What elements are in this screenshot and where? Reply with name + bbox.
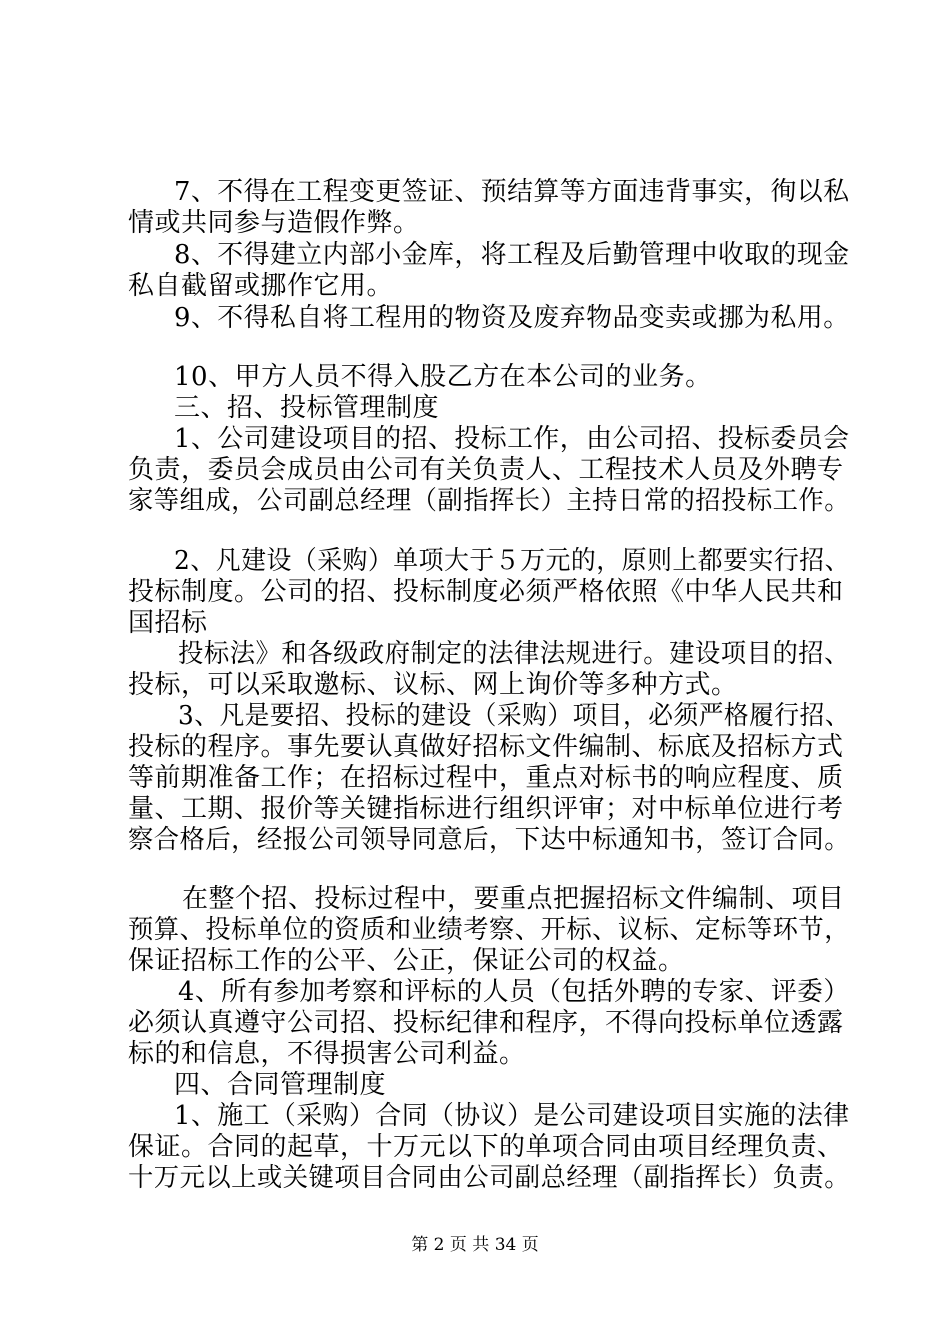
section-heading: 四、合同管理制度 [174,1070,387,1100]
text-line: 标的和信息，不得损害公司利益。 [128,1039,526,1069]
text-line: 保证招标工作的公平、公正，保证公司的权益。 [128,946,685,976]
text-line: 投标制度。公司的招、投标制度必须严格依照《中华人民共和 [128,577,844,607]
text-line: 负责，委员会成员由公司有关负责人、工程技术人员及外聘专 [128,455,844,485]
text-line: 投标法》和各级政府制定的法律法规进行。建设项目的招、 [178,639,851,669]
text-line: 私自截留或挪作它用。 [128,271,394,301]
text-line: 国招标 [128,608,208,638]
text-line: 必须认真遵守公司招、投标纪律和程序，不得向投标单位透露 [128,1008,844,1038]
text-line: 情或共同参与造假作弊。 [128,208,420,238]
text-line: 等前期准备工作；在招标过程中，重点对标书的响应程度、质 [128,763,844,793]
text-line: 2、凡建设（采购）单项大于５万元的，原则上都要实行招、 [174,546,851,576]
text-line: 预算、投标单位的资质和业绩考察、开标、议标、定标等环节， [128,915,851,945]
text-line: 投标的程序。事先要认真做好招标文件编制、标底及招标方式 [128,732,844,762]
text-line: 1、施工（采购）合同（协议）是公司建设项目实施的法律 [174,1101,850,1131]
text-line: 3、凡是要招、投标的建设（采购）项目，必须严格履行招、 [178,701,851,731]
text-line: 量、工期、报价等关键指标进行组织评审；对中标单位进行考 [128,794,844,824]
text-line: 察合格后，经报公司领导同意后，下达中标通知书，签订合同。 [128,825,851,855]
text-line: 8、不得建立内部小金库，将工程及后勤管理中收取的现金 [174,240,850,270]
text-line: 十万元以上或关键项目合同由公司副总经理（副指挥长）负责。 [128,1163,851,1193]
text-line: 保证。合同的起草，十万元以下的单项合同由项目经理负责、 [128,1132,844,1162]
text-line: 1、公司建设项目的招、投标工作，由公司招、投标委员会 [174,424,850,454]
text-line: 家等组成，公司副总经理（副指挥长）主持日常的招投标工作。 [128,486,851,516]
text-line: 9、不得私自将工程用的物资及废弃物品变卖或挪为私用。 [174,303,850,333]
text-line: 在整个招、投标过程中，要重点把握招标文件编制、项目 [182,884,845,914]
text-line: 投标，可以采取邀标、议标、网上询价等多种方式。 [128,670,738,700]
text-line: 10、甲方人员不得入股乙方在本公司的业务。 [174,362,712,392]
text-line: 4、所有参加考察和评标的人员（包括外聘的专家、评委） [178,977,850,1007]
section-heading: 三、招、投标管理制度 [174,393,440,423]
page-number-footer: 第 2 页 共 34 页 [411,1235,539,1255]
text-line: 7、不得在工程变更签证、预结算等方面违背事实，徇以私 [174,177,850,207]
